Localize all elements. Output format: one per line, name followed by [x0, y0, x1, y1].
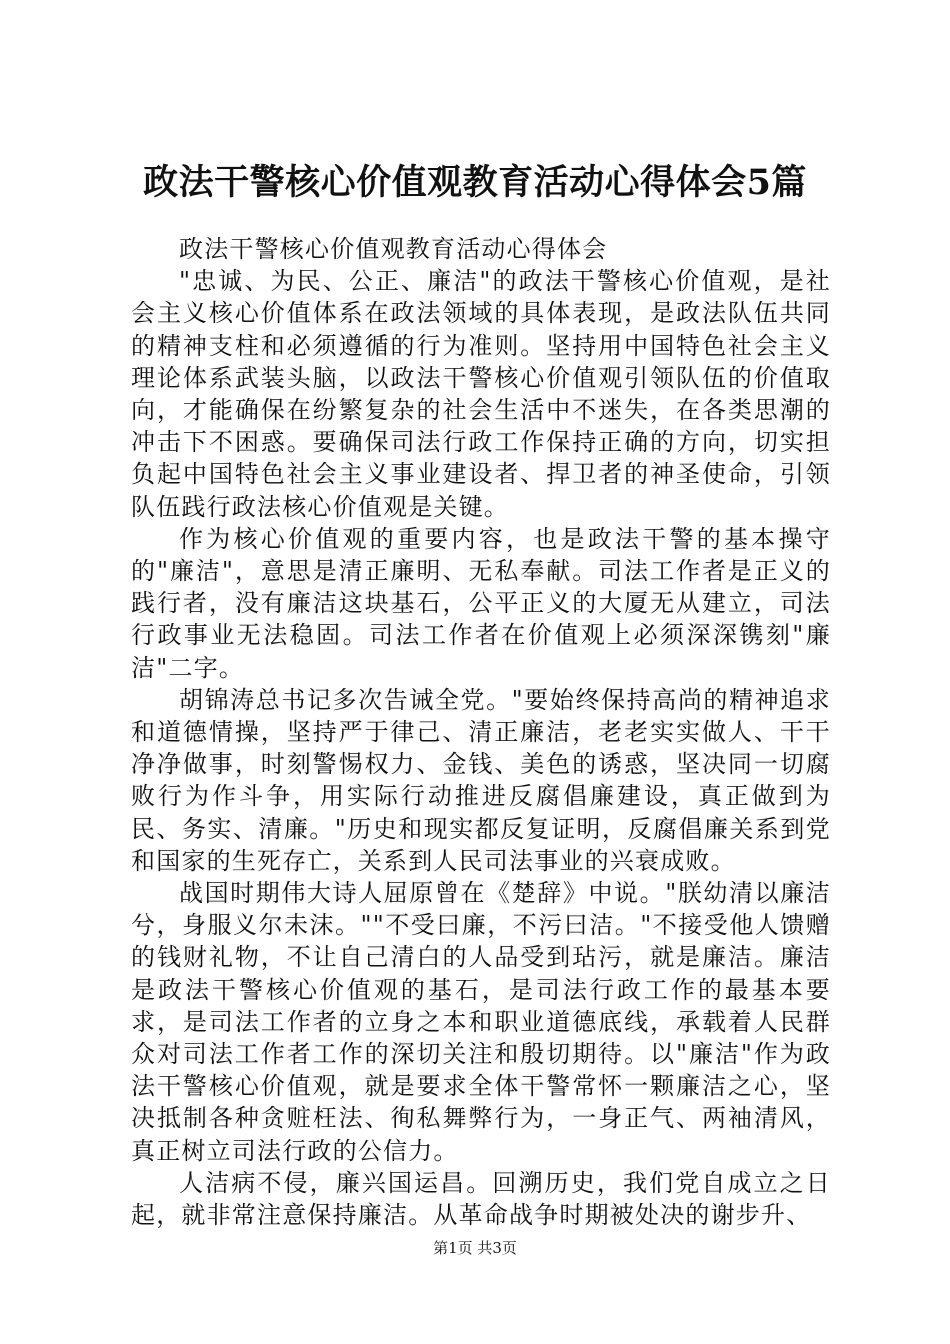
document-title: 政法干警核心价值观教育活动心得体会5篇 — [143, 162, 807, 203]
body-paragraph: 作为核心价值观的重要内容，也是政法干警的基本操守的"廉洁"，意思是清正廉明、无私奉献。司法工作者是正义的践行者，没有廉洁这块基石，公平正义的大厦无从建立，司法行政事业无法稳固。司法工作者在价值观上必须深深镌刻"廉洁"二字。 — [131, 524, 831, 682]
body-paragraph: 战国时期伟大诗人屈原曾在《楚辞》中说。"朕幼清以廉洁兮，身服义尔未沫。""不受曰廉，不污曰洁。"不接受他人馈赠的钱财礼物，不让自己清白的人品受到玷污，就是廉洁。廉洁是政法干警核心价值观的基石，是司法行政工作的最基本要求，是司法工作者的立身之本和职业道德底线，承载着人民群众对司法工作者工作的深切关注和殷切期待。以"廉洁"作为政法干警核心价值观，就是要求全体干警常怀一颗廉洁之心，坚决抵制各种贪赃枉法、徇私舞弊行为，一身正气、两袖清风，真正树立司法行政的公信力。 — [131, 879, 831, 1165]
body-paragraph: 胡锦涛总书记多次告诫全党。"要始终保持高尚的精神追求和道德情操，坚持严于律己、清正廉洁，老老实实做人、干干净净做事，时刻警惕权力、金钱、美色的诱惑，坚决同一切腐败行为作斗争，用实际行动推进反腐倡廉建设，真正做到为民、务实、清廉。"历史和现实都反复证明，反腐倡廉关系到党和国家的生死存亡，关系到人民司法事业的兴衰成败。 — [131, 685, 831, 875]
page-number-footer: 第1页 共3页 — [433, 1239, 517, 1257]
document-body — [131, 233, 831, 1231]
subtitle-paragraph: 政法干警核心价值观教育活动心得体会 — [179, 235, 608, 263]
body-paragraph: 人洁病不侵，廉兴国运昌。回溯历史，我们党自成立之日起，就非常注意保持廉洁。从革命战争时期被处决的谢步升、 — [131, 1168, 831, 1230]
body-paragraph: "忠诚、为民、公正、廉洁"的政法干警核心价值观，是社会主义核心价值体系在政法领域的具体表现，是政法队伍共同的精神支柱和必须遵循的行为准则。坚持用中国特色社会主义理论体系武装头脑，以政法干警核心价值观引领队伍的价值取向，才能确保在纷繁复杂的社会生活中不迷失，在各类思潮的冲击下不困惑。要确保司法行政工作保持正确的方向，切实担负起中国特色社会主义事业建设者、捍卫者的神圣使命，引领队伍践行政法核心价值观是关键。 — [131, 267, 831, 521]
